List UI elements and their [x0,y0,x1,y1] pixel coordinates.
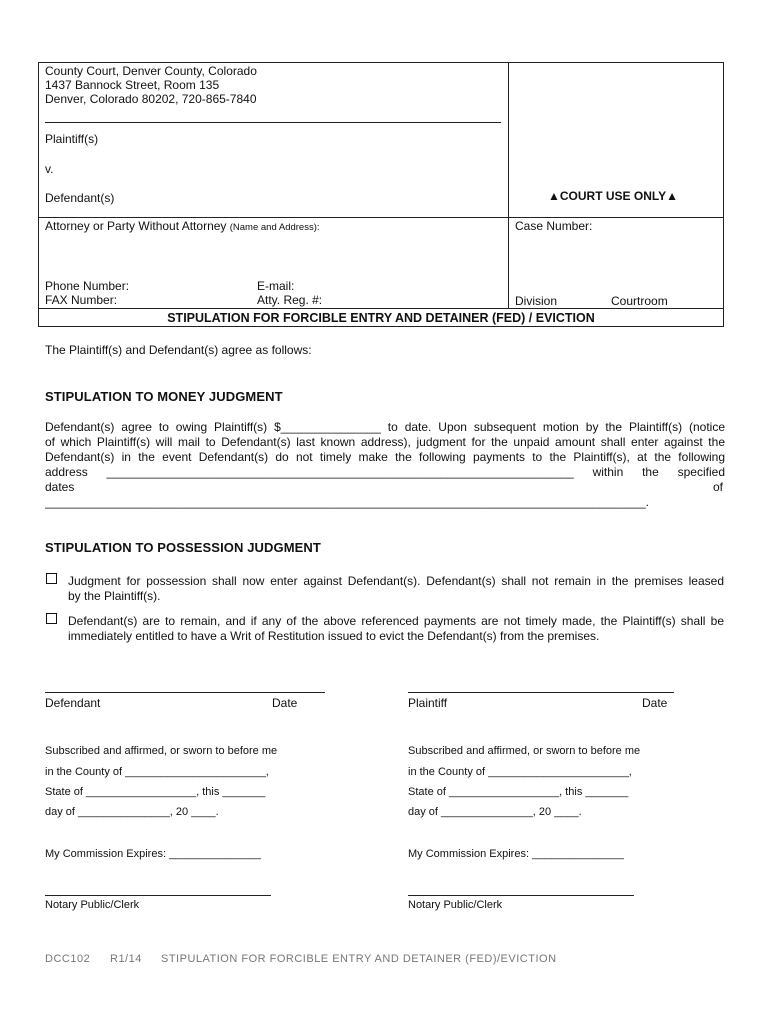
form-title: STIPULATION FOR FORCIBLE ENTRY AND DETAINER (FED) / EVICTION [167,311,595,325]
phone-label: Phone Number: [45,279,130,293]
possession-judgment-heading: STIPULATION TO POSSESSION JUDGMENT [45,540,321,555]
possession-option-1-line-2: by the Plaintiff(s). [68,589,161,603]
possession-option-1-line-1: Judgment for possession shall now enter against Defendant(s). Defendant(s) shall not remain in the premises leased [68,574,724,588]
notary-left-clerk-label: Notary Public/Clerk [45,899,140,911]
defendant-signature-line[interactable] [45,692,325,693]
possession-now-checkbox[interactable] [46,573,57,584]
notary-right-signature-line[interactable] [408,895,634,896]
attorney-sub-label: (Name and Address): [229,222,320,233]
defendant-label: Defendant(s) [45,191,115,205]
case-number-label: Case Number: [515,219,593,233]
notary-right-state: State of __________________, this _______ [408,786,629,798]
notary-right-subscribed: Subscribed and affirmed, or sworn to before me [408,745,641,757]
money-judgment-heading: STIPULATION TO MONEY JUDGMENT [45,389,283,404]
defendant-date-label: Date [272,696,298,710]
possession-remain-checkbox[interactable] [46,613,57,624]
footer-title: STIPULATION FOR FORCIBLE ENTRY AND DETAINER (FED)/EVICTION [161,953,557,965]
court-use-only: ▲COURT USE ONLY▲ [548,189,678,203]
money-line-4: address ______________________________________________________________________ within the specified [45,465,725,479]
fax-label: FAX Number: [45,293,118,307]
attorney-label: Attorney or Party Without Attorney [45,219,230,233]
defendant-signature-label: Defendant [45,696,101,710]
plaintiff-date-label: Date [642,696,668,710]
notary-right-commission: My Commission Expires: _______________ [408,848,624,860]
notary-right-day: day of _______________, 20 ____. [408,806,582,818]
email-label: E-mail: [257,279,295,293]
notary-left-state: State of __________________, this _______ [45,786,266,798]
notary-left-signature-line[interactable] [45,895,271,896]
notary-right-clerk-label: Notary Public/Clerk [408,899,503,911]
intro-text: The Plaintiff(s) and Defendant(s) agree as follows: [45,343,312,357]
plaintiff-label: Plaintiff(s) [45,132,99,146]
notary-right-county: in the County of _______________________, [408,766,632,778]
versus-label: v. [45,162,54,176]
plaintiff-signature-label: Plaintiff [408,696,448,710]
court-city: Denver, Colorado 80202, 720-865-7840 [45,92,257,106]
plaintiff-signature-line[interactable] [408,692,674,693]
possession-option-2-line-2: immediately entitled to have a Writ of Restitution issued to evict the Defendant(s) from the premises. [68,629,600,643]
court-street: 1437 Bannock Street, Room 135 [45,78,220,92]
possession-option-2-line-1: Defendant(s) are to remain, and if any of the above referenced payments are not timely made, the Plaintiff(s) shall be [68,614,724,628]
notary-left-county: in the County of _______________________, [45,766,269,778]
money-line-3: Defendant(s) in the event Defendant(s) do not timely make the following payments to the Plaintiff(s), at the following [45,450,725,464]
money-line-2: of which Plaintiff(s) will mail to Defendant(s) last known address), judgment for the unpaid amount shall enter against the [45,435,725,449]
money-line-5-dates: dates [45,480,75,494]
court-name: County Court, Denver County, Colorado [45,64,257,78]
atty-reg-label: Atty. Reg. #: [257,293,323,307]
notary-left-commission: My Commission Expires: _______________ [45,848,261,860]
notary-left-day: day of _______________, 20 ____. [45,806,219,818]
footer-revision: R1/14 [110,953,142,965]
attorney-heading [45,219,320,233]
notary-left-subscribed: Subscribed and affirmed, or sworn to before me [45,745,278,757]
footer-form-number: DCC102 [45,953,91,965]
money-line-1: Defendant(s) agree to owing Plaintiff(s) $_______________ to date. Upon subsequent motion by the Plaintiff(s) (notice [45,420,725,434]
division-label: Division [515,294,558,308]
money-line-5-of: of [713,480,724,494]
courtroom-label: Courtroom [611,294,668,308]
money-line-6: __________________________________________________________________________________________. [45,495,649,509]
